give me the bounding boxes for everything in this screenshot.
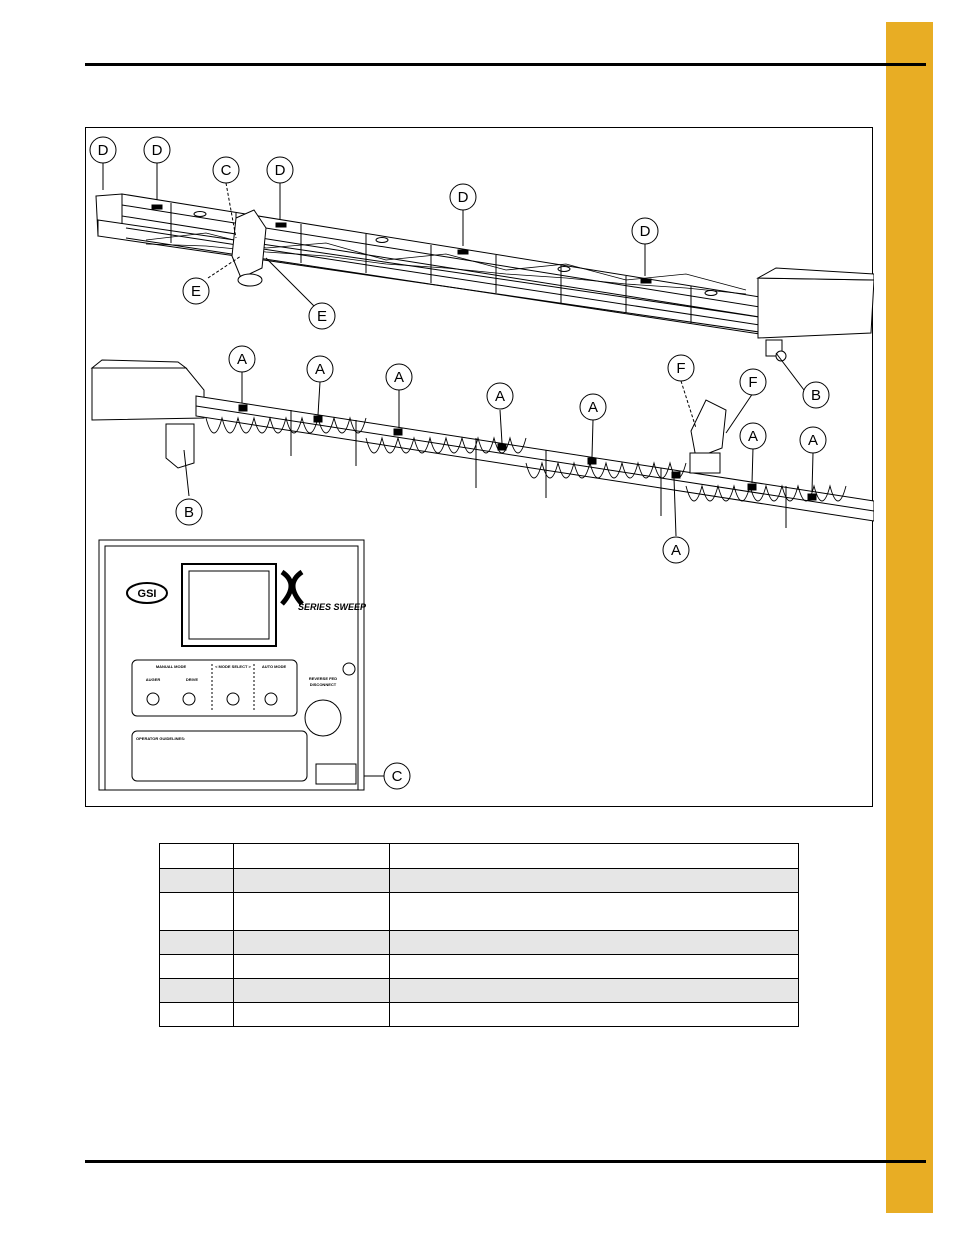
table-cell xyxy=(234,893,390,931)
table-cell xyxy=(160,955,234,979)
table-header-cell xyxy=(160,844,234,869)
panel-auto-mode: AUTO MODE xyxy=(261,664,287,669)
panel-brand-logo: GSI xyxy=(137,588,157,600)
callout-a6: A xyxy=(747,428,759,445)
decal-location-figure xyxy=(85,127,873,807)
table-row xyxy=(160,893,799,931)
upper-sweep-body xyxy=(96,194,874,361)
panel-auger: AUGER xyxy=(145,677,161,682)
header-rule xyxy=(85,63,926,66)
callout-a1: A xyxy=(236,351,248,368)
table-cell xyxy=(390,931,799,955)
table-cell xyxy=(390,979,799,1003)
panel-mode-select: < MODE SELECT > xyxy=(215,664,251,669)
callout-d2: D xyxy=(151,142,163,159)
table-cell xyxy=(234,979,390,1003)
panel-manual-mode: MANUAL MODE xyxy=(155,664,187,669)
table-row xyxy=(160,1003,799,1027)
callout-d5: D xyxy=(639,223,651,240)
panel-disconnect: DISCONNECT xyxy=(309,682,337,687)
table-header-cell xyxy=(234,844,390,869)
callout-c1: C xyxy=(220,162,232,179)
callout-a8: A xyxy=(670,542,682,559)
table-row xyxy=(160,955,799,979)
table-cell xyxy=(390,955,799,979)
table-cell xyxy=(160,893,234,931)
callout-d4: D xyxy=(457,189,469,206)
callout-f1: F xyxy=(676,360,686,377)
table-row xyxy=(160,979,799,1003)
callout-b2: B xyxy=(183,504,195,521)
panel-guidelines-title: OPERATOR GUIDELINES: xyxy=(136,736,186,741)
footer-rule xyxy=(85,1160,926,1163)
callout-c2: C xyxy=(391,768,403,785)
table-cell xyxy=(234,955,390,979)
callout-a4: A xyxy=(494,388,506,405)
table-cell xyxy=(390,1003,799,1027)
callout-a7: A xyxy=(807,432,819,449)
table-cell xyxy=(390,869,799,893)
table-cell xyxy=(160,1003,234,1027)
table-cell xyxy=(234,931,390,955)
panel-drive: DRIVE xyxy=(185,677,199,682)
table-cell xyxy=(390,893,799,931)
panel-product-name: SERIES SWEEP xyxy=(297,602,367,612)
decal-parts-table xyxy=(159,843,799,1027)
callout-b1: B xyxy=(810,387,822,404)
table-cell xyxy=(234,1003,390,1027)
callout-e2: E xyxy=(316,308,328,325)
callout-d3: D xyxy=(274,162,286,179)
table-cell xyxy=(234,869,390,893)
table-cell xyxy=(160,869,234,893)
table-cell xyxy=(160,979,234,1003)
panel-reverse-fed: REVERSE FED xyxy=(308,676,338,681)
callout-d1: D xyxy=(97,142,109,159)
sweep-drawing xyxy=(86,128,874,808)
table-cell xyxy=(160,931,234,955)
table-header-cell xyxy=(390,844,799,869)
table-row xyxy=(160,931,799,955)
callout-e1: E xyxy=(190,283,202,300)
callout-a2: A xyxy=(314,361,326,378)
chapter-tab xyxy=(886,22,933,1213)
callout-f2: F xyxy=(748,374,758,391)
table-row xyxy=(160,869,799,893)
callout-a3: A xyxy=(393,369,405,386)
callout-a5: A xyxy=(587,399,599,416)
table-header-row xyxy=(160,844,799,869)
